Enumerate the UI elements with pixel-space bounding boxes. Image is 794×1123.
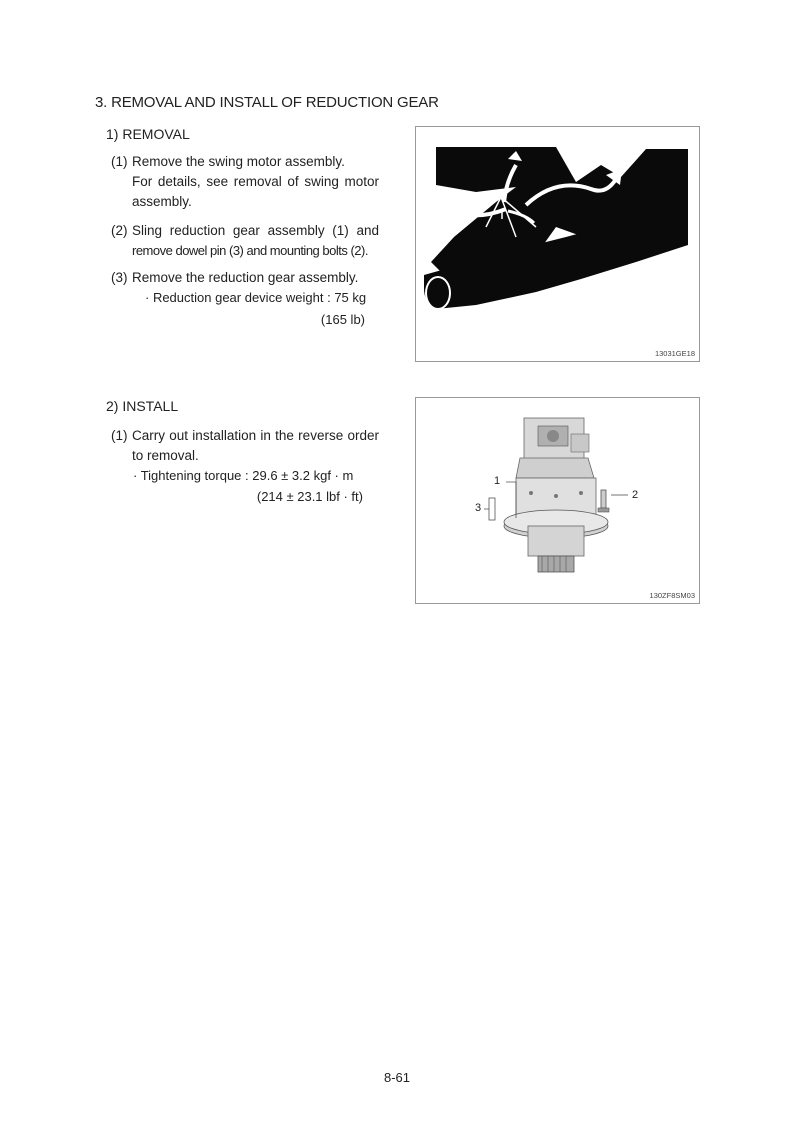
figure-code: 130ZF8SM03 — [649, 591, 695, 600]
step-text: Sling reduction gear assembly (1) and — [132, 223, 379, 238]
removal-step-1 — [111, 152, 391, 214]
removal-step-3 — [111, 268, 391, 330]
figure-code: 13031GE18 — [654, 349, 695, 358]
step-text: remove dowel pin (3) and mounting bolts (2). — [132, 243, 368, 258]
callout-1: 1 — [494, 475, 501, 487]
torque-note: · Tightening torque : 29.6 ± 3.2 kgf · m — [133, 468, 354, 483]
install-step-1 — [111, 426, 391, 510]
step-text: to removal. — [132, 448, 199, 463]
page-number: 8-61 — [383, 1070, 411, 1085]
callout-2: 2 — [632, 489, 639, 501]
removal-step-2 — [111, 221, 391, 263]
step-text: Carry out installation in the reverse order — [132, 428, 379, 443]
step-number: (1) — [111, 428, 128, 443]
weight-note-imperial: (165 lb) — [320, 312, 365, 327]
torque-note-imperial: (214 ± 23.1 lbf · ft) — [256, 489, 363, 504]
step-text: Remove the reduction gear assembly. — [132, 270, 359, 285]
install-heading: 2) INSTALL — [106, 398, 179, 414]
step-text: assembly. — [132, 194, 192, 209]
removal-figure — [415, 126, 700, 362]
section-title: 3. REMOVAL AND INSTALL OF REDUCTION GEAR — [95, 94, 439, 111]
step-number: (2) — [111, 223, 128, 238]
reduction-gear-assembly-illustration — [416, 398, 699, 603]
weight-note: · Reduction gear device weight : 75 kg — [145, 290, 367, 305]
step-number: (3) — [111, 270, 128, 285]
install-figure — [415, 397, 700, 604]
sling-reduction-gear-illustration — [416, 127, 699, 361]
step-text: Remove the swing motor assembly. — [132, 154, 345, 169]
step-number: (1) — [111, 154, 128, 169]
callout-3: 3 — [475, 502, 482, 514]
removal-heading: 1) REMOVAL — [106, 126, 190, 142]
step-text: For details, see removal of swing motor — [132, 174, 379, 189]
